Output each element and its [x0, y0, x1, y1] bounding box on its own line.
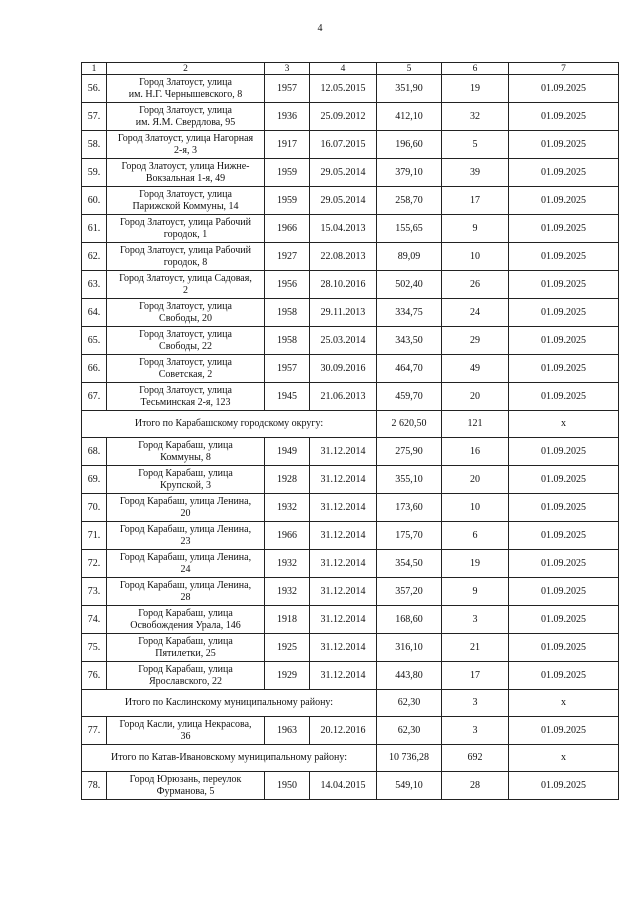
planned-date: 01.09.2025 [509, 522, 619, 550]
table-row [82, 662, 619, 690]
table-row [82, 383, 619, 411]
subtotal-row [82, 411, 619, 438]
address-line-1: Город Карабаш, улица Ленина, [119, 523, 252, 535]
residents-count: 19 [442, 550, 509, 578]
table-row [82, 271, 619, 299]
address-line-1: Город Златоуст, улица [139, 76, 232, 88]
residents-count: 6 [442, 522, 509, 550]
subtotal-label: Итого по Катав-Ивановскому муниципальному району: [82, 745, 377, 772]
row-number: 61. [82, 215, 107, 243]
address-cell [107, 299, 265, 327]
address-line-1: Город Златоуст, улица Нижне- [121, 160, 250, 172]
address-line-2: городок, 1 [163, 228, 208, 240]
area-value: 168,60 [377, 606, 442, 634]
residents-count: 17 [442, 662, 509, 690]
address-line-1: Город Златоуст, улица [139, 384, 232, 396]
residents-count: 10 [442, 243, 509, 271]
address-cell [107, 717, 265, 745]
address-cell [107, 772, 265, 800]
address-line-1: Город Златоуст, улица [139, 300, 232, 312]
area-value: 275,90 [377, 438, 442, 466]
address-line-2: 2 [183, 284, 188, 296]
address-line-2: Освобождения Урала, 146 [130, 619, 241, 631]
row-number: 65. [82, 327, 107, 355]
residents-count: 17 [442, 187, 509, 215]
address-cell [107, 355, 265, 383]
residents-count: 39 [442, 159, 509, 187]
recognition-date: 15.04.2013 [310, 215, 377, 243]
area-value: 155,65 [377, 215, 442, 243]
subtotal-deadline: x [509, 745, 619, 772]
planned-date: 01.09.2025 [509, 717, 619, 745]
planned-date: 01.09.2025 [509, 662, 619, 690]
recognition-date: 31.12.2014 [310, 522, 377, 550]
table-row [82, 327, 619, 355]
residents-count: 3 [442, 717, 509, 745]
table-row [82, 355, 619, 383]
column-number-header: 1 [82, 63, 107, 75]
table-row [82, 438, 619, 466]
planned-date: 01.09.2025 [509, 75, 619, 103]
table-row [82, 299, 619, 327]
residents-count: 9 [442, 215, 509, 243]
row-number: 67. [82, 383, 107, 411]
address-line-2: 23 [180, 535, 191, 547]
year-built: 1966 [265, 215, 310, 243]
recognition-date: 31.12.2014 [310, 662, 377, 690]
page-number: 4 [317, 23, 323, 34]
address-line-1: Город Карабаш, улица [138, 607, 233, 619]
residents-count: 24 [442, 299, 509, 327]
address-line-2: 2-я, 3 [174, 144, 197, 156]
year-built: 1925 [265, 634, 310, 662]
year-built: 1928 [265, 466, 310, 494]
address-line-1: Город Карабаш, улица [138, 439, 233, 451]
row-number: 74. [82, 606, 107, 634]
column-number-header: 5 [377, 63, 442, 75]
recognition-date: 12.05.2015 [310, 75, 377, 103]
column-number-header-row [82, 63, 619, 75]
address-cell [107, 187, 265, 215]
planned-date: 01.09.2025 [509, 103, 619, 131]
area-value: 351,90 [377, 75, 442, 103]
planned-date: 01.09.2025 [509, 606, 619, 634]
year-built: 1936 [265, 103, 310, 131]
column-number-header: 3 [265, 63, 310, 75]
column-number-header: 7 [509, 63, 619, 75]
planned-date: 01.09.2025 [509, 159, 619, 187]
subtotal-deadline: x [509, 411, 619, 438]
table-row [82, 522, 619, 550]
planned-date: 01.09.2025 [509, 578, 619, 606]
row-number: 70. [82, 494, 107, 522]
planned-date: 01.09.2025 [509, 383, 619, 411]
planned-date: 01.09.2025 [509, 215, 619, 243]
table-row [82, 159, 619, 187]
address-line-1: Город Златоуст, улица [139, 104, 232, 116]
subtotal-label: Итого по Карабашскому городскому округу: [82, 411, 377, 438]
recognition-date: 20.12.2016 [310, 717, 377, 745]
year-built: 1950 [265, 772, 310, 800]
residents-count: 19 [442, 75, 509, 103]
address-cell [107, 383, 265, 411]
address-line-1: Город Златоуст, улица [139, 356, 232, 368]
planned-date: 01.09.2025 [509, 131, 619, 159]
row-number: 73. [82, 578, 107, 606]
planned-date: 01.09.2025 [509, 550, 619, 578]
address-line-1: Город Карабаш, улица [138, 663, 233, 675]
row-number: 75. [82, 634, 107, 662]
address-cell [107, 327, 265, 355]
recognition-date: 29.05.2014 [310, 159, 377, 187]
subtotal-deadline: x [509, 690, 619, 717]
recognition-date: 31.12.2014 [310, 634, 377, 662]
address-line-2: Пятилетки, 25 [155, 647, 216, 659]
table-row [82, 578, 619, 606]
recognition-date: 29.11.2013 [310, 299, 377, 327]
recognition-date: 31.12.2014 [310, 578, 377, 606]
column-number-header: 6 [442, 63, 509, 75]
planned-date: 01.09.2025 [509, 772, 619, 800]
planned-date: 01.09.2025 [509, 243, 619, 271]
area-value: 443,80 [377, 662, 442, 690]
row-number: 77. [82, 717, 107, 745]
area-value: 62,30 [377, 717, 442, 745]
recognition-date: 14.04.2015 [310, 772, 377, 800]
address-line-1: Город Карабаш, улица Ленина, [119, 495, 252, 507]
area-value: 357,20 [377, 578, 442, 606]
year-built: 1932 [265, 494, 310, 522]
address-cell [107, 466, 265, 494]
area-value: 196,60 [377, 131, 442, 159]
row-number: 68. [82, 438, 107, 466]
address-line-2: Парижской Коммуны, 14 [132, 200, 239, 212]
address-line-2: Ярославского, 22 [148, 675, 223, 687]
table-row [82, 103, 619, 131]
recognition-date: 31.12.2014 [310, 438, 377, 466]
year-built: 1963 [265, 717, 310, 745]
row-number: 56. [82, 75, 107, 103]
address-line-2: им. Я.М. Свердлова, 95 [135, 116, 236, 128]
residents-count: 26 [442, 271, 509, 299]
recognition-date: 31.12.2014 [310, 494, 377, 522]
table-row [82, 243, 619, 271]
address-line-2: 28 [180, 591, 191, 603]
residents-count: 16 [442, 438, 509, 466]
residents-count: 49 [442, 355, 509, 383]
year-built: 1932 [265, 550, 310, 578]
address-line-2: Крупской, 3 [159, 479, 212, 491]
table-row [82, 634, 619, 662]
residents-count: 20 [442, 383, 509, 411]
address-line-2: Фурманова, 5 [156, 785, 215, 797]
address-line-2: Свободы, 22 [159, 340, 212, 352]
address-line-2: городок, 8 [163, 256, 208, 268]
residents-count: 32 [442, 103, 509, 131]
address-line-2: 36 [180, 730, 191, 742]
subtotal-people: 692 [442, 745, 509, 772]
area-value: 459,70 [377, 383, 442, 411]
area-value: 355,10 [377, 466, 442, 494]
recognition-date: 28.10.2016 [310, 271, 377, 299]
subtotal-area: 2 620,50 [377, 411, 442, 438]
recognition-date: 25.03.2014 [310, 327, 377, 355]
subtotal-people: 121 [442, 411, 509, 438]
planned-date: 01.09.2025 [509, 187, 619, 215]
address-line-1: Город Златоуст, улица Садовая, [119, 272, 252, 284]
area-value: 334,75 [377, 299, 442, 327]
area-value: 343,50 [377, 327, 442, 355]
address-line-2: 24 [180, 563, 191, 575]
planned-date: 01.09.2025 [509, 494, 619, 522]
address-cell [107, 271, 265, 299]
planned-date: 01.09.2025 [509, 271, 619, 299]
table-row [82, 494, 619, 522]
area-value: 175,70 [377, 522, 442, 550]
year-built: 1927 [265, 243, 310, 271]
planned-date: 01.09.2025 [509, 634, 619, 662]
residents-count: 21 [442, 634, 509, 662]
row-number: 78. [82, 772, 107, 800]
year-built: 1966 [265, 522, 310, 550]
recognition-date: 29.05.2014 [310, 187, 377, 215]
subtotal-row [82, 745, 619, 772]
table-row [82, 187, 619, 215]
row-number: 62. [82, 243, 107, 271]
area-value: 549,10 [377, 772, 442, 800]
address-line-1: Город Златоуст, улица Рабочий [120, 216, 251, 228]
address-cell [107, 75, 265, 103]
year-built: 1959 [265, 187, 310, 215]
address-line-1: Город Карабаш, улица [138, 635, 233, 647]
row-number: 66. [82, 355, 107, 383]
residents-count: 29 [442, 327, 509, 355]
row-number: 69. [82, 466, 107, 494]
recognition-date: 31.12.2014 [310, 606, 377, 634]
residents-count: 9 [442, 578, 509, 606]
address-cell [107, 438, 265, 466]
year-built: 1957 [265, 355, 310, 383]
row-number: 59. [82, 159, 107, 187]
address-line-1: Город Карабаш, улица [138, 467, 233, 479]
row-number: 76. [82, 662, 107, 690]
area-value: 258,70 [377, 187, 442, 215]
year-built: 1949 [265, 438, 310, 466]
address-cell [107, 662, 265, 690]
year-built: 1956 [265, 271, 310, 299]
table-row [82, 772, 619, 800]
subtotal-row [82, 690, 619, 717]
table-row [82, 215, 619, 243]
housing-register-table [81, 62, 619, 800]
column-number-header: 4 [310, 63, 377, 75]
planned-date: 01.09.2025 [509, 327, 619, 355]
address-cell [107, 215, 265, 243]
row-number: 58. [82, 131, 107, 159]
area-value: 316,10 [377, 634, 442, 662]
subtotal-area: 62,30 [377, 690, 442, 717]
row-number: 64. [82, 299, 107, 327]
recognition-date: 30.09.2016 [310, 355, 377, 383]
residents-count: 10 [442, 494, 509, 522]
address-line-2: им. Н.Г. Чернышевского, 8 [128, 88, 243, 100]
row-number: 57. [82, 103, 107, 131]
address-line-1: Город Карабаш, улица Ленина, [119, 579, 252, 591]
recognition-date: 16.07.2015 [310, 131, 377, 159]
table-row [82, 131, 619, 159]
address-line-2: Свободы, 20 [159, 312, 212, 324]
address-line-1: Город Златоуст, улица Рабочий [120, 244, 251, 256]
column-number-header: 2 [107, 63, 265, 75]
row-number: 71. [82, 522, 107, 550]
area-value: 379,10 [377, 159, 442, 187]
table-row [82, 717, 619, 745]
address-line-2: Коммуны, 8 [160, 451, 211, 463]
address-line-1: Город Карабаш, улица Ленина, [119, 551, 252, 563]
address-line-1: Город Златоуст, улица [139, 188, 232, 200]
address-line-1: Город Юрюзань, переулок [129, 773, 242, 785]
year-built: 1929 [265, 662, 310, 690]
address-cell [107, 578, 265, 606]
residents-count: 28 [442, 772, 509, 800]
address-cell [107, 494, 265, 522]
recognition-date: 25.09.2012 [310, 103, 377, 131]
planned-date: 01.09.2025 [509, 438, 619, 466]
year-built: 1917 [265, 131, 310, 159]
recognition-date: 31.12.2014 [310, 550, 377, 578]
planned-date: 01.09.2025 [509, 466, 619, 494]
recognition-date: 22.08.2013 [310, 243, 377, 271]
table-body [82, 63, 619, 800]
address-cell [107, 606, 265, 634]
area-value: 354,50 [377, 550, 442, 578]
table-row [82, 75, 619, 103]
table-row [82, 606, 619, 634]
recognition-date: 31.12.2014 [310, 466, 377, 494]
year-built: 1957 [265, 75, 310, 103]
address-line-1: Город Златоуст, улица Нагорная [117, 132, 254, 144]
row-number: 63. [82, 271, 107, 299]
table-row [82, 466, 619, 494]
address-line-2: 20 [180, 507, 191, 519]
year-built: 1932 [265, 578, 310, 606]
year-built: 1959 [265, 159, 310, 187]
area-value: 502,40 [377, 271, 442, 299]
year-built: 1945 [265, 383, 310, 411]
address-line-1: Город Касли, улица Некрасова, [119, 718, 252, 730]
address-line-1: Город Златоуст, улица [139, 328, 232, 340]
address-cell [107, 522, 265, 550]
area-value: 89,09 [377, 243, 442, 271]
address-cell [107, 243, 265, 271]
subtotal-area: 10 736,28 [377, 745, 442, 772]
planned-date: 01.09.2025 [509, 355, 619, 383]
recognition-date: 21.06.2013 [310, 383, 377, 411]
planned-date: 01.09.2025 [509, 299, 619, 327]
table-row [82, 550, 619, 578]
residents-count: 3 [442, 606, 509, 634]
subtotal-label: Итого по Каслинскому муниципальному району: [82, 690, 377, 717]
residents-count: 20 [442, 466, 509, 494]
year-built: 1958 [265, 299, 310, 327]
address-line-2: Советская, 2 [158, 368, 213, 380]
address-line-2: Вокзальная 1-я, 49 [145, 172, 226, 184]
address-cell [107, 159, 265, 187]
area-value: 412,10 [377, 103, 442, 131]
area-value: 173,60 [377, 494, 442, 522]
area-value: 464,70 [377, 355, 442, 383]
address-cell [107, 131, 265, 159]
subtotal-people: 3 [442, 690, 509, 717]
residents-count: 5 [442, 131, 509, 159]
address-cell [107, 103, 265, 131]
address-line-2: Тесьминская 2-я, 123 [140, 396, 231, 408]
row-number: 72. [82, 550, 107, 578]
year-built: 1918 [265, 606, 310, 634]
year-built: 1958 [265, 327, 310, 355]
address-cell [107, 634, 265, 662]
address-cell [107, 550, 265, 578]
row-number: 60. [82, 187, 107, 215]
